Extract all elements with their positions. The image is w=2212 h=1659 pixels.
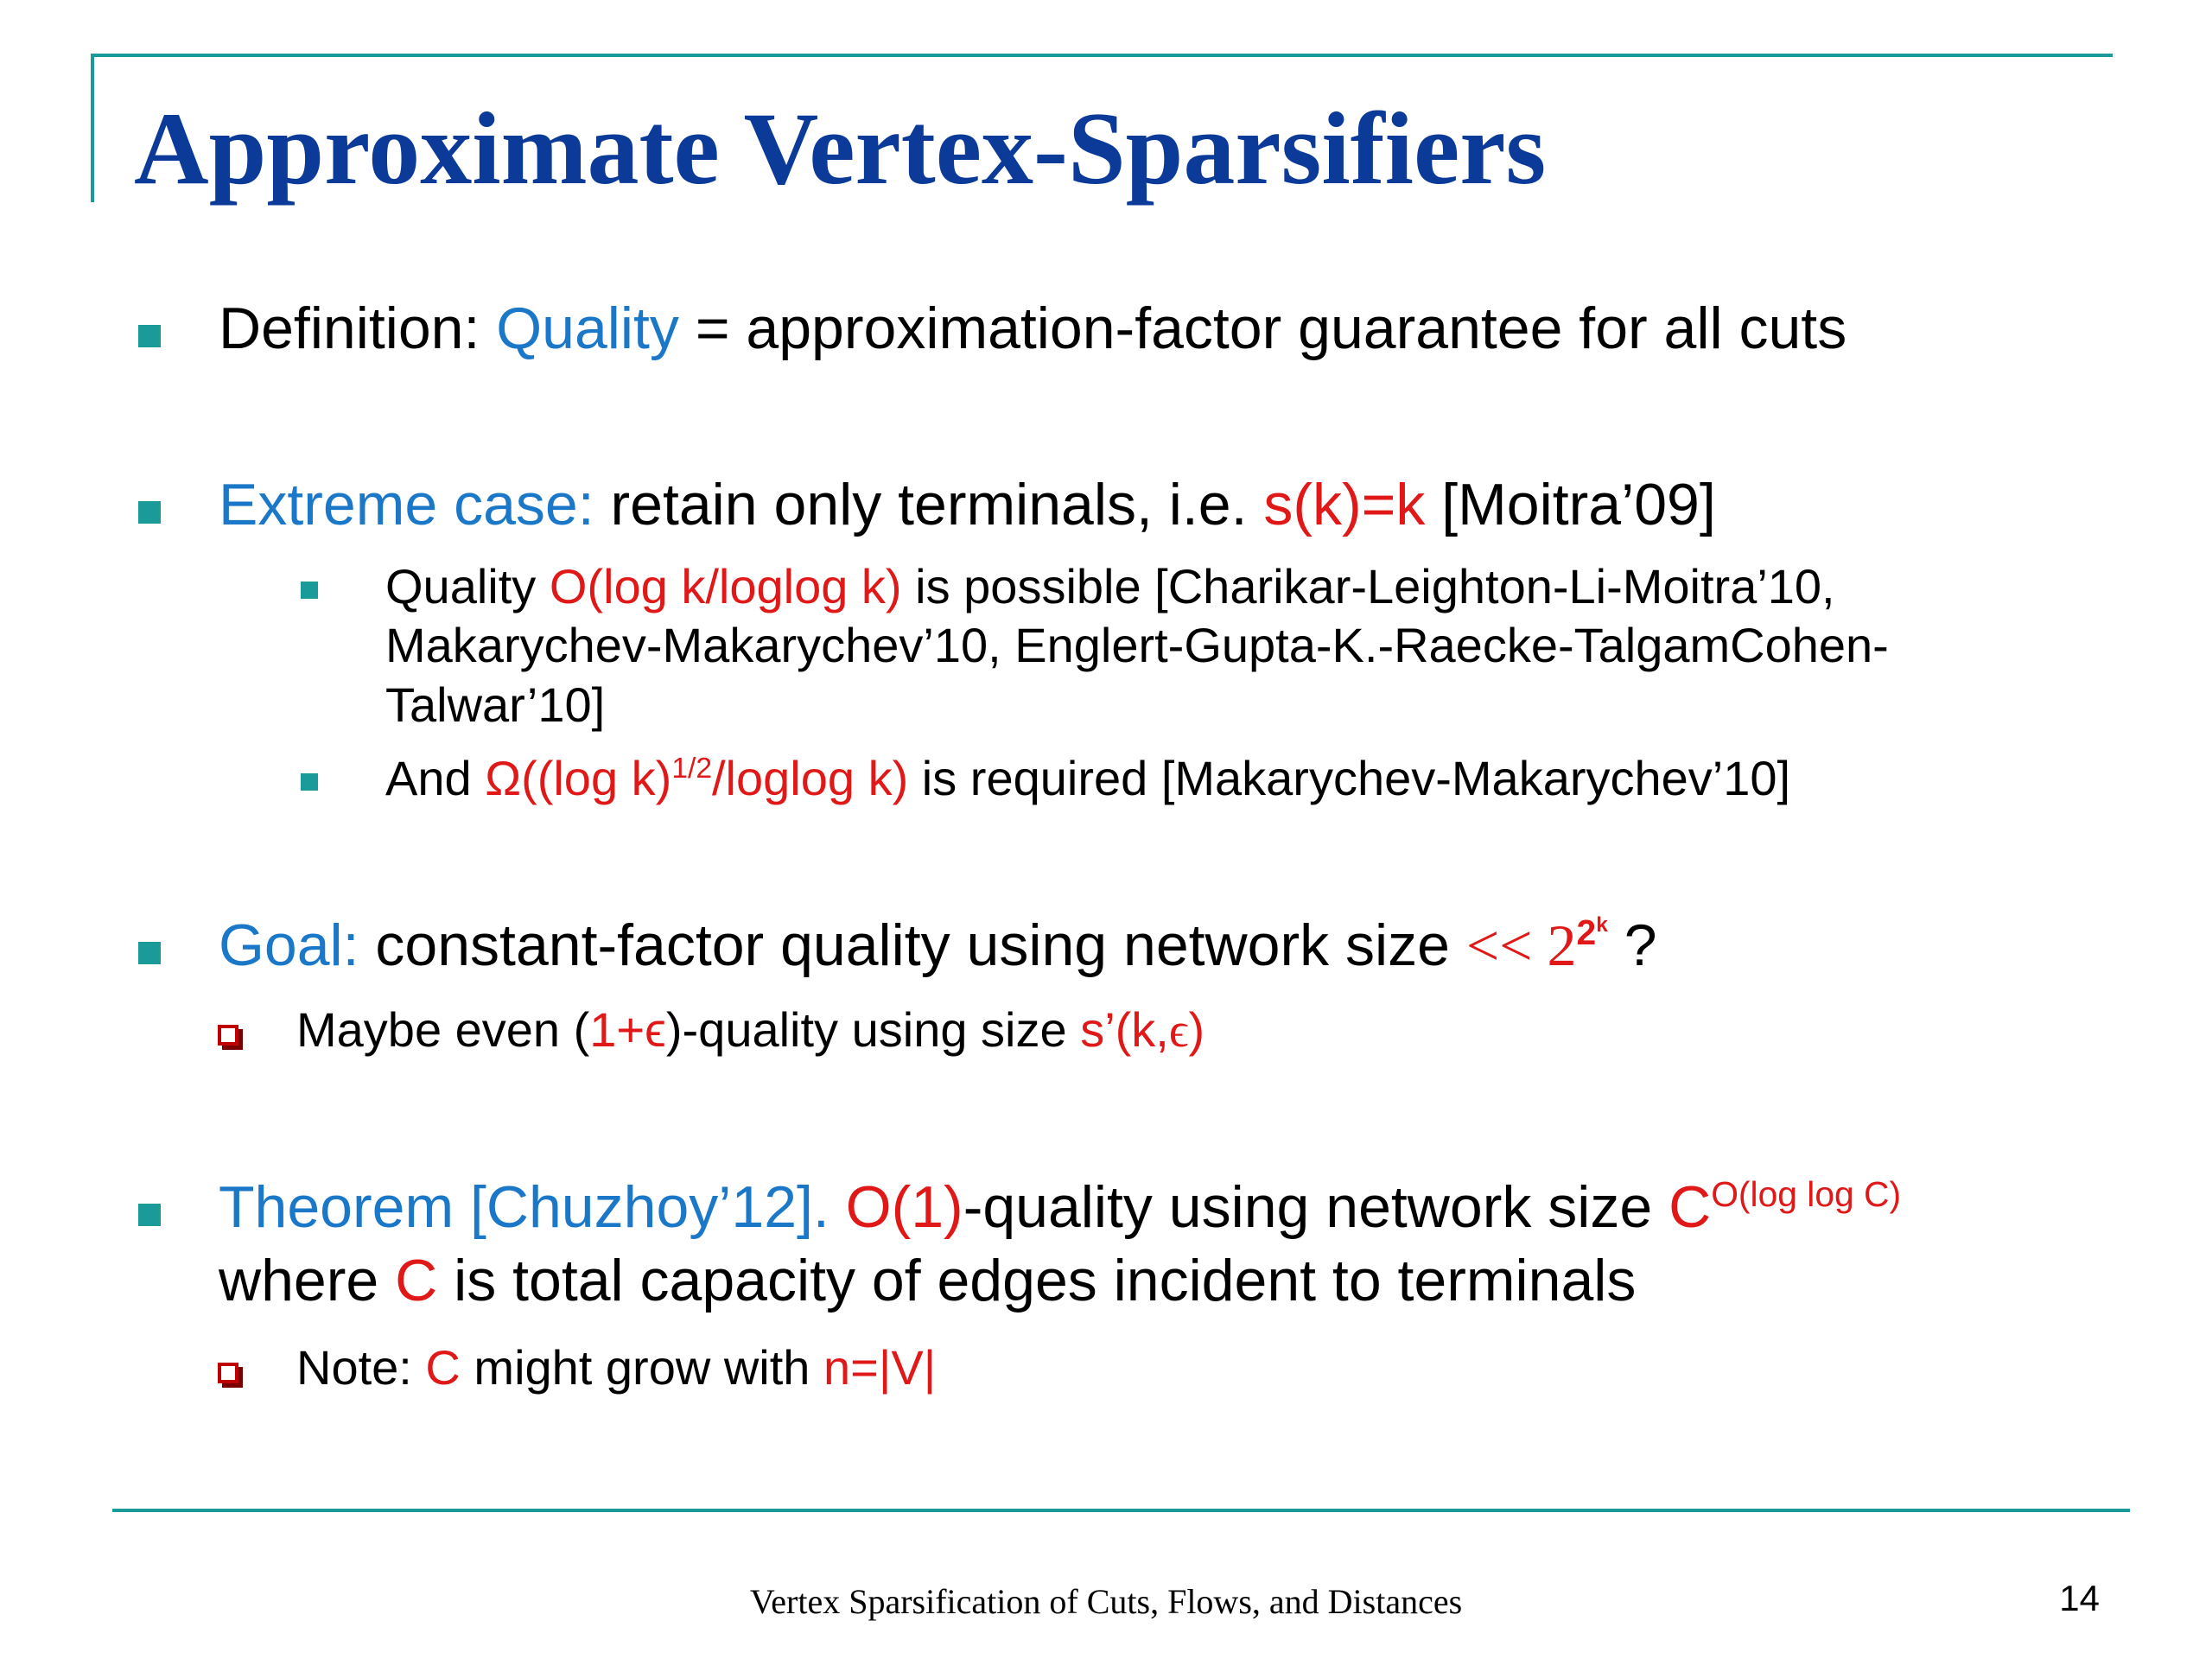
frame-bottom-rule (112, 1509, 2130, 1512)
sub-bullet-continuation: Makarychev-Makarychev’10, Englert-Gupta-K.-Raecke-TalgamCohen- (385, 618, 1889, 672)
frame-left-rule (91, 54, 94, 202)
bullet-math: s(k)=k (1263, 472, 1426, 537)
sub-bullet-math: 1+ϵ (589, 1002, 666, 1057)
bullet-theorem (219, 1173, 1901, 1243)
math-part: ϵ (1168, 1004, 1189, 1058)
sub-bullet-square-icon (301, 773, 318, 791)
sub-bullet-hollow-square-icon (218, 1363, 238, 1383)
sub-bullet-text: )-quality using size (665, 1002, 1081, 1057)
bullet-term: Quality (496, 296, 679, 361)
sub-bullet-text: is possible [Charikar-Leighton-Li-Moitra’10, (901, 559, 1835, 613)
math-part: 2 (1576, 912, 1597, 952)
sub-bullet-math: O(log k/loglog k) (549, 559, 902, 613)
sub-bullet-math (1080, 1002, 1205, 1057)
bullet-theorem-continuation (219, 1246, 1636, 1317)
bullet-math: C (395, 1248, 438, 1313)
bullet-lead: Extreme case: (219, 472, 594, 537)
bullet-square-icon (138, 501, 161, 524)
sub-bullet-math: C (425, 1340, 461, 1395)
bullet-lead: Theorem [Chuzhoy’12]. (219, 1174, 830, 1240)
sub-bullet-continuation: Talwar’10] (385, 677, 606, 732)
bullet-text: constant-factor quality using network size (359, 912, 1466, 978)
bullet-text: retain only terminals, i.e. (594, 472, 1264, 537)
bullet-lead: Goal: (219, 912, 359, 978)
bullet-citation: [Moitra’09] (1425, 472, 1716, 537)
sub-bullet-text: might grow with (460, 1340, 823, 1395)
bullet-lead: Definition: (219, 296, 497, 361)
math-superscript: k (1596, 912, 1608, 937)
bullet-goal (219, 911, 1657, 982)
sub-bullet-text: Note: (296, 1340, 426, 1395)
bullet-square-icon (138, 942, 161, 964)
sub-bullet-math (485, 751, 908, 805)
page-number: 14 (2059, 1578, 2100, 1618)
math-part: ) (1188, 1002, 1205, 1057)
math-part: /loglog k) (712, 751, 909, 805)
bullet-math (1669, 1174, 1901, 1240)
math-part: << 2 (1465, 912, 1577, 978)
slide-footer: Vertex Sparsification of Cuts, Flows, and Distances (749, 1582, 1463, 1621)
math-part: Ω((log k) (485, 751, 672, 805)
frame-top-rule (91, 54, 2113, 57)
sub-bullet-text: Maybe even ( (296, 1002, 590, 1057)
bullet-text (830, 1174, 846, 1240)
bullet-square-icon (138, 1204, 161, 1226)
bullet-math: O(1) (845, 1174, 963, 1240)
bullet-text: -quality using network size (963, 1174, 1669, 1240)
bullet-square-icon (138, 325, 161, 347)
sub-bullet-square-icon (301, 582, 318, 599)
bullet-extreme-case (219, 470, 1716, 541)
sub-bullet-text: Quality (385, 559, 550, 613)
sub-bullet-hollow-square-icon (218, 1025, 238, 1046)
sub-bullet-text: And (385, 751, 486, 805)
math-superscript: O(log log C) (1711, 1173, 1902, 1214)
math-superscript: 1/2 (671, 752, 712, 785)
sub-bullet-math: n=|V| (823, 1340, 937, 1395)
sub-bullet-maybe-even (296, 1001, 1205, 1060)
slide-title: Approximate Vertex-Sparsifiers (134, 91, 1547, 206)
bullet-math (1466, 912, 1608, 978)
bullet-text: where (219, 1248, 396, 1313)
math-part: C (1669, 1174, 1712, 1240)
bullet-text: is total capacity of edges incident to terminals (437, 1248, 1637, 1313)
sub-bullet-note (296, 1338, 936, 1396)
bullet-text: = approximation-factor guarantee for all cuts (678, 296, 1847, 361)
sub-bullet-text: is required [Makarychev-Makarychev’10] (908, 751, 1791, 805)
math-superscript (1577, 912, 1608, 952)
math-part: s’(k, (1080, 1002, 1169, 1057)
bullet-text: ? (1607, 912, 1657, 978)
sub-bullet-lower-bound (385, 749, 1790, 807)
sub-bullet-quality-possible (385, 557, 1835, 615)
bullet-definition (219, 294, 1847, 365)
